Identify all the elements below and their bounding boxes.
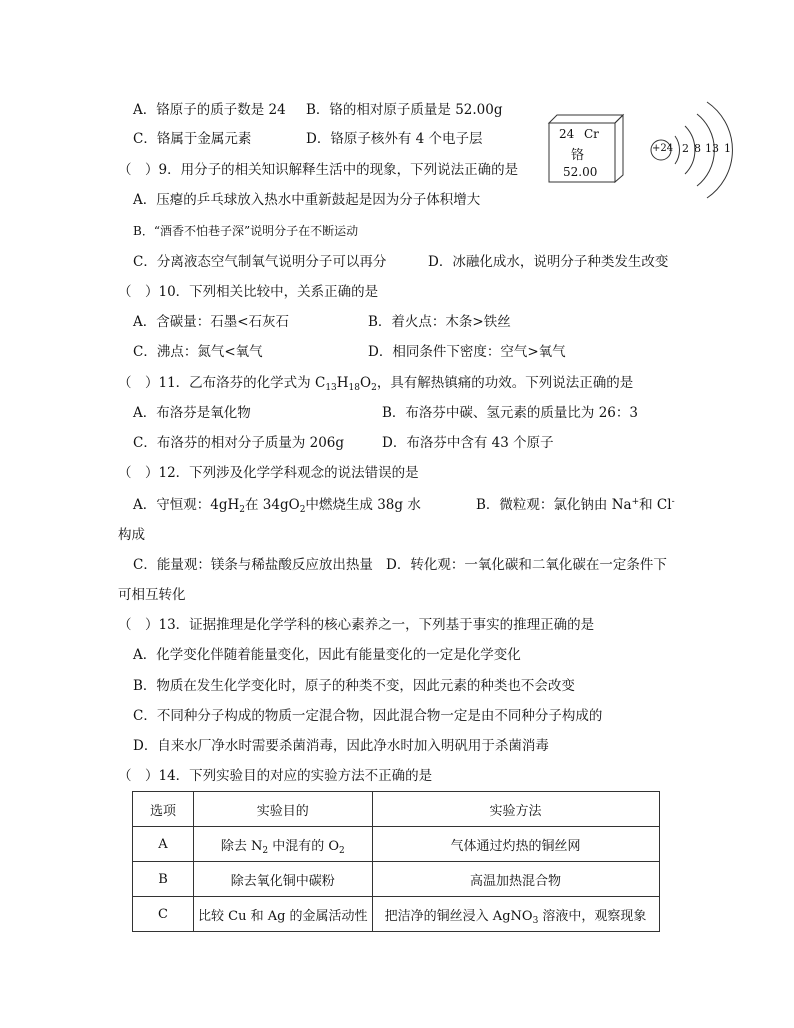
row-a-option: A: [133, 827, 194, 862]
shell-4-count: 1: [724, 142, 731, 155]
nucleus-charge: +24: [652, 143, 674, 154]
table-header-row: [133, 792, 660, 827]
shell-1-count: 2: [682, 142, 689, 155]
q12-option-b: B．微粒观：氯化钠由 Na+和 Cl-: [476, 497, 675, 513]
element-card: [549, 115, 623, 182]
q13-option-c: C．不同种分子构成的物质一定混合物，因此混合物一定是由不同种分子构成的: [133, 708, 603, 724]
q12-option-b-continuation: 构成: [118, 527, 145, 543]
row-c-goal: 比较 Cu 和 Ag 的金属活动性: [194, 897, 373, 932]
atom-structure-diagram: [645, 92, 755, 212]
q10-option-a: A．含碳量：石墨<石灰石: [133, 314, 290, 330]
row-b-goal: 除去氧化铜中碳粉: [194, 862, 373, 897]
row-c-method: 把洁净的铜丝浸入 AgNO$_3$ 溶液中，观察现象: [372, 897, 659, 932]
q14-stem: （ ）14．下列实验目的对应的实验方法不正确的是: [118, 768, 433, 784]
q11-option-a: A．布洛芬是氧化物: [133, 405, 251, 421]
shell-2-count: 8: [694, 142, 701, 155]
q10-stem: （ ）10．下列相关比较中，关系正确的是: [118, 284, 379, 300]
q12-option-d: D．转化观：一氧化碳和二氧化碳在一定条件下: [386, 557, 667, 573]
row-b-option: B: [133, 862, 194, 897]
q10-option-d: D．相同条件下密度：空气>氧气: [368, 344, 566, 360]
q10-option-b: B．着火点：木条>铁丝: [368, 314, 511, 330]
element-symbol: Cr: [584, 127, 599, 141]
q10-option-c: C．沸点：氮气<氧气: [133, 344, 263, 360]
q9-stem: （ ）9．用分子的相关知识解释生活中的现象，下列说法正确的是: [118, 162, 519, 178]
shell-3-count: 13: [705, 142, 719, 155]
experiment-table: [132, 791, 660, 932]
q8-option-a: A．铬原子的质子数是 24: [133, 102, 286, 118]
q13-option-b: B．物质在发生化学变化时，原子的种类不变，因此元素的种类也不会改变: [133, 678, 575, 694]
row-b-method: 高温加热混合物: [372, 862, 659, 897]
header-goal: 实验目的: [194, 792, 373, 827]
q12-stem: （ ）12．下列涉及化学学科观念的说法错误的是: [118, 465, 419, 481]
table-row: [133, 827, 660, 862]
q13-option-a: A．化学变化伴随着能量变化，因此有能量变化的一定是化学变化: [133, 647, 521, 663]
table-row: [133, 897, 660, 932]
q11-option-c: C．布洛芬的相对分子质量为 206g: [133, 435, 345, 451]
q8-option-c: C．铬属于金属元素: [133, 131, 252, 147]
q9-option-b: B．“酒香不怕巷子深”说明分子在不断运动: [133, 224, 359, 238]
element-mass: 52.00: [563, 165, 598, 179]
q11-option-d: D．布洛芬中含有 43 个原子: [382, 435, 554, 451]
table-row: [133, 862, 660, 897]
row-c-option: C: [133, 897, 194, 932]
q8-option-d: D．铬原子核外有 4 个电子层: [306, 131, 483, 147]
row-a-goal: 除去 $N_2$ 中混有的 $O_2$: [194, 827, 373, 862]
element-name: 铬: [571, 148, 585, 163]
q13-stem: （ ）13．证据推理是化学学科的核心素养之一，下列基于事实的推理正确的是: [118, 617, 595, 633]
q9-option-a: A．压瘪的乒乓球放入热水中重新鼓起是因为分子体积增大: [133, 192, 481, 208]
q12-option-c: C．能量观：镁条与稀盐酸反应放出热量: [133, 557, 373, 573]
q8-option-b: B．铬的相对原子质量是 52.00g: [306, 102, 503, 118]
element-number: 24: [559, 127, 575, 141]
header-method: 实验方法: [372, 792, 659, 827]
q13-option-d: D．自来水厂净水时需要杀菌消毒，因此净水时加入明矾用于杀菌消毒: [133, 738, 549, 754]
q12-option-a: A．守恒观：$4gH_2$在 $34gO_2$中燃烧生成 38g 水: [133, 497, 421, 515]
q11-option-b: B．布洛芬中碳、氢元素的质量比为 26：3: [382, 405, 638, 421]
q12-option-d-continuation: 可相互转化: [118, 587, 186, 603]
q11-stem: （ ）11．乙布洛芬的化学式为 $C_{13}H_{18}O_2$，具有解热镇痛的功效。下列说法正确的是: [118, 375, 634, 393]
q9-option-c: C．分离液态空气制氧气说明分子可以再分: [133, 254, 387, 270]
q9-option-d: D．冰融化成水，说明分子种类发生改变: [428, 254, 669, 270]
header-option: 选项: [133, 792, 194, 827]
row-a-method: 气体通过灼热的铜丝网: [372, 827, 659, 862]
